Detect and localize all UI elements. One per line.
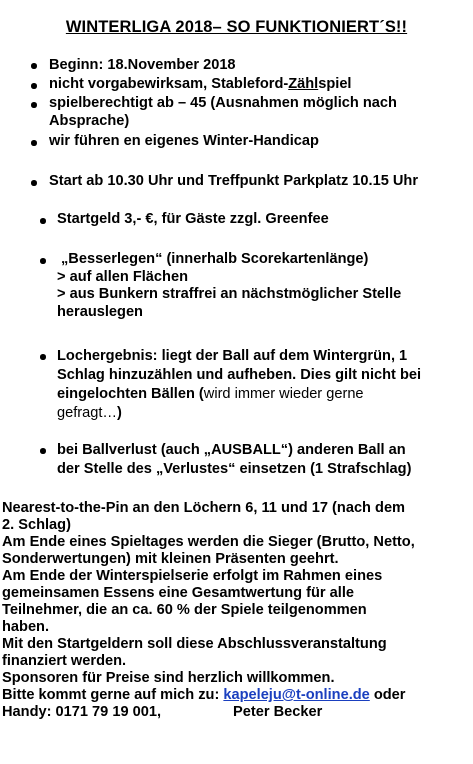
bullet-text: eingelochten Bällen (	[57, 386, 204, 402]
bullet-text: bei Ballverlust (auch „AUSBALL“) anderen Ball an	[57, 442, 406, 458]
paragraph-line: Mit den Startgeldern soll diese Abschlussveranstaltung	[2, 636, 387, 652]
bullet-dot	[40, 354, 46, 360]
bullet-startgeld	[57, 211, 329, 229]
bullet-text: Lochergebnis: liegt der Ball auf dem Wintergrün, 1	[57, 348, 408, 364]
paragraph-line: finanziert werden.	[2, 653, 127, 669]
bullet-dot	[40, 448, 46, 454]
bullet-text: spiel	[318, 76, 352, 92]
bullet-text: Absprache)	[49, 112, 130, 129]
bullet-spielberechtigt	[49, 95, 397, 130]
bullet-text: herauslegen	[57, 303, 143, 320]
paragraph-line: Bitte kommt gerne auf mich zu:	[2, 687, 224, 703]
bullet-lochergebnis	[57, 347, 421, 423]
paragraph-line: Am Ende der Winterspielserie erfolgt im Rahmen eines	[2, 568, 383, 584]
bullet-note: gefragt…	[57, 405, 118, 421]
bullet-text: Schlag hinzuzählen und aufheben. Dies gilt nicht bei	[57, 367, 422, 383]
paragraph-line: 2. Schlag)	[2, 517, 71, 533]
paragraph-line: Nearest-to-the-Pin an den Löchern 6, 11 und 17 (nach dem	[2, 500, 406, 516]
paragraph-line: Sonderwertungen) mit kleinen Präsenten geehrt.	[2, 551, 339, 567]
bullet-dot	[31, 102, 37, 108]
bullet-vorgabe	[49, 76, 352, 94]
bullet-text: spielberechtigt ab – 45 (Ausnahmen möglich nach	[49, 95, 397, 111]
info-paragraph	[2, 500, 472, 721]
bullet-besserlegen	[57, 251, 401, 321]
bullet-handicap	[49, 133, 319, 151]
bullet-dot	[31, 83, 37, 89]
bullet-dot	[40, 258, 46, 264]
bullet-text: der Stelle des „Verlustes“ einsetzen (1 Strafschlag)	[57, 461, 412, 477]
bullet-text: > auf allen Flächen	[57, 268, 188, 285]
bullet-dot	[31, 180, 37, 186]
paragraph-line: oder	[369, 687, 406, 703]
paragraph-line: gemeinsamen Essens eine Gesamtwertung für alle	[2, 585, 355, 601]
bullet-text: Startgeld 3,- €, für Gäste zzgl. Greenfee	[57, 211, 329, 227]
bullet-ballverlust	[57, 441, 411, 479]
bullet-text: nicht vorgabewirksam, Stableford-	[49, 76, 289, 92]
underlined-word: Zähl	[288, 76, 319, 92]
bullet-dot	[40, 218, 46, 224]
email-link[interactable]: kapeleju@t-online.de	[223, 687, 370, 703]
contact-name: Peter Becker	[233, 704, 323, 720]
paragraph-line: Teilnehmer, die an ca. 60 % der Spiele teilgenommen	[2, 602, 367, 618]
paragraph-line: Sponsoren für Preise sind herzlich willkommen.	[2, 670, 335, 686]
bullet-dot	[31, 63, 37, 69]
phone-number: Handy: 0171 79 19 001,	[2, 704, 162, 720]
page-title: WINTERLIGA 2018– SO FUNKTIONIERT´S!!	[65, 18, 408, 36]
bullet-dot	[31, 140, 37, 146]
bullet-text: Start ab 10.30 Uhr und Treffpunkt Parkplatz 10.15 Uhr	[49, 173, 418, 189]
bullet-beginn	[49, 57, 236, 75]
bullet-start	[49, 173, 418, 191]
bullet-text: > aus Bunkern straffrei an nächstmöglicher Stelle	[57, 286, 402, 302]
paragraph-line: haben.	[2, 619, 50, 635]
bullet-text: „Besserlegen“ (innerhalb Scorekartenlänge)	[61, 251, 369, 267]
bullet-text: Beginn: 18.November 2018	[49, 57, 236, 73]
bullet-note: wird immer wieder gerne	[203, 386, 364, 402]
paragraph-line: Am Ende eines Spieltages werden die Sieger (Brutto, Netto,	[2, 534, 415, 550]
bullet-text: wir führen en eigenes Winter-Handicap	[49, 133, 319, 149]
bullet-text: )	[117, 405, 122, 421]
